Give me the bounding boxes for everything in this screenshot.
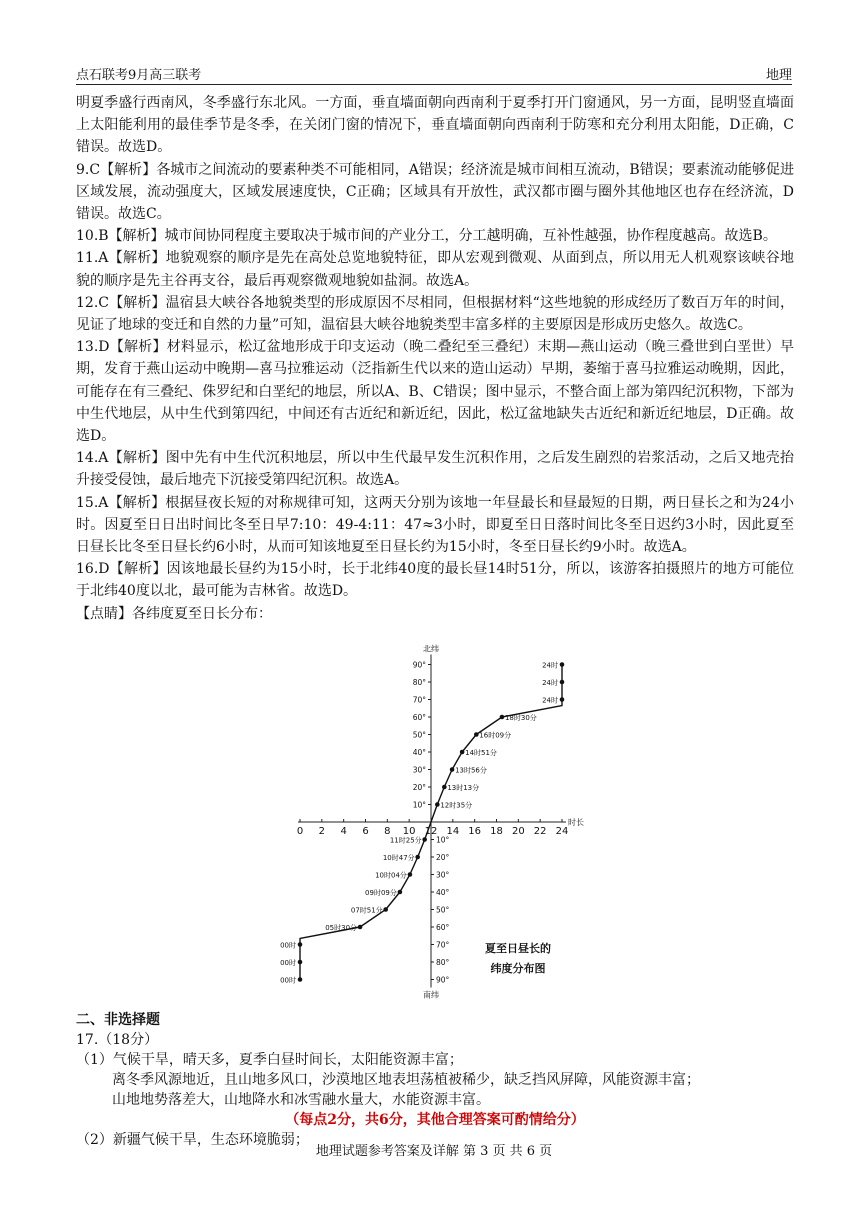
answer-body	[76, 92, 794, 625]
data-point	[358, 925, 363, 930]
y-tick-label: 20°	[436, 853, 450, 862]
x-axis-unit-label: 时长	[568, 818, 584, 827]
y-tick-label: 30°	[436, 870, 450, 880]
x-tick-label: 18	[490, 826, 503, 837]
x-tick-label: 6	[362, 826, 369, 837]
paragraph: 11.A【解析】地貌观察的顺序是先在高处总览地貌特征，即从宏观到微观、从面到点，所以用无人机观察该峡谷地貌的顺序是先主谷再支谷，最后再观察微观地貌如盐洞。故选A。	[76, 250, 794, 289]
data-point	[450, 767, 455, 772]
y-tick-label: 50°	[412, 730, 426, 740]
data-point	[460, 750, 465, 755]
data-label: 10时47分	[382, 854, 415, 862]
paragraph: 明夏季盛行西南风，冬季盛行东北风。一方面，垂直墙面朝向西南利于夏季打开门窗通风，另一方面，昆明竖直墙面上太阳能利用的最佳季节是冬季，在关闭门窗的情况下，垂直墙面朝向西南利于防寒和充分利用太阳能，D正确，C错误。故选D。	[76, 95, 794, 156]
data-point	[298, 960, 303, 965]
data-label: 24时	[542, 679, 558, 687]
data-point	[415, 855, 420, 860]
data-label: 14时51分	[465, 749, 497, 757]
y-tick-label: 20°	[412, 783, 426, 792]
x-tick-label: 16	[468, 826, 482, 837]
y-tick-label: 10°	[436, 835, 450, 845]
x-tick-label: 12	[424, 826, 438, 837]
y-tick-label: 60°	[412, 713, 426, 722]
paragraph: 12.C【解析】温宿县大峡谷各地貌类型的形成原因不尽相同，但根据材料“这些地貌的形成经历了数百万年的时间，见证了地球的变迁和自然的力量”可知，温宿县大峡谷地貌类型丰富多样的主要原因是形成历史悠久。故选C。	[76, 294, 794, 334]
y-tick-label: 40°	[436, 888, 450, 897]
paragraph: 15.A【解析】根据昼夜长短的对称规律可知，这两天分别为该地一年昼最长和昼最短的日期，两日昼长之和为24小时。因夏至日日出时间比冬至日早7:10：49-4:11：47≈3小时，即夏至日日落时间比冬至日迟约3小时，因此夏至日昼长比冬至日昼长约6小时，从而可知该地夏至日昼长约为15小时，冬至日昼长约9小时。故选A。	[76, 494, 794, 556]
y-tick-label: 70°	[436, 940, 450, 950]
data-label: 07时51分	[350, 906, 383, 915]
answer-line: （2）新疆气候干旱，生态环境脆弱；	[76, 1132, 309, 1148]
answer-line: （1）气候干旱，晴天多，夏季白昼时间长，太阳能资源丰富；	[76, 1052, 463, 1068]
paragraph: 10.B【解析】城市间协同程度主要取决于城市间的产业分工，分工越明确，互补性越强，协作程度越高。故选B。	[76, 228, 777, 245]
data-label: 12时35分	[440, 801, 473, 810]
data-point	[398, 890, 403, 895]
data-label: 11时25分	[389, 836, 422, 845]
subject-label: 地理	[765, 68, 792, 83]
x-tick-label: 8	[384, 826, 391, 837]
paragraph: 16.D【解析】因该地最长昼约为15小时，长于北纬40度的最长昼14时51分，所以，该游客拍摄照片的地方可能位于北纬40度以北，最可能为吉林省。故选D。	[76, 561, 794, 600]
y-tick-label: 60°	[436, 923, 450, 932]
data-point	[560, 662, 565, 667]
x-tick-label: 22	[533, 826, 547, 837]
paragraph: 【点睛】各纬度夏至日长分布：	[76, 605, 272, 622]
y-axis-top-label: 北纬	[423, 644, 439, 654]
answer-line: 山地地势落差大，山地降水和冰雪融水量大，水能资源丰富。	[112, 1092, 490, 1108]
data-point	[560, 680, 565, 685]
x-tick-label: 10	[402, 826, 416, 837]
daylength-latitude-chart	[270, 644, 610, 1000]
y-tick-label: 90°	[436, 975, 450, 985]
y-axis-bottom-label: 南纬	[423, 990, 439, 1000]
data-label: 00时	[280, 959, 296, 967]
data-label: 05时30分	[325, 924, 358, 932]
non-choice-section	[76, 1010, 794, 1150]
data-label: 13时56分	[455, 766, 487, 775]
scoring-note: （每点2分，共6分，其他合理答案可酌情给分）	[285, 1112, 585, 1128]
question-number: 17.（18分）	[76, 1032, 159, 1048]
data-point	[298, 942, 303, 947]
chart-title-line1: 夏至日昼长的	[485, 942, 551, 955]
x-tick-label: 24	[555, 826, 569, 837]
y-tick-label: 30°	[412, 765, 426, 775]
data-point	[383, 907, 388, 912]
x-tick-label: 2	[318, 826, 326, 837]
paragraph: 14.A【解析】图中先有中生代沉积地层，所以中生代最早发生沉积作用，之后发生剧烈的岩浆活动，之后又地壳抬升接受侵蚀，最后地壳下沉接受第四纪沉积。故选A。	[76, 450, 794, 489]
data-label: 13时13分	[447, 784, 480, 792]
y-tick-label: 40°	[412, 748, 426, 757]
data-label: 24时	[542, 696, 558, 705]
y-tick-label: 80°	[436, 958, 450, 967]
y-tick-label: 80°	[412, 678, 426, 687]
data-point	[560, 697, 565, 702]
x-tick-label: 14	[446, 826, 460, 837]
y-tick-label: 90°	[412, 660, 426, 670]
data-point	[435, 802, 440, 807]
y-tick-label: 50°	[436, 905, 450, 915]
data-label: 24时	[542, 661, 558, 670]
answer-line: 离冬季风源地近，且山地多风口，沙漠地区地表坦荡植被稀少，缺乏挡风屏障，风能资源丰富；	[112, 1072, 700, 1088]
data-point	[298, 977, 303, 982]
data-point	[442, 785, 447, 790]
x-tick-label: 20	[511, 826, 525, 837]
data-label: 16时09分	[479, 731, 512, 740]
data-label: 09时09分	[365, 889, 397, 897]
chart-title-line2: 纬度分布图	[490, 962, 546, 975]
x-tick-label: 4	[340, 826, 347, 837]
page-footer: 地理试题参考答案及详解 第 3 页 共 6 页	[315, 1144, 553, 1159]
section-heading: 二、非选择题	[76, 1012, 160, 1028]
y-tick-label: 10°	[412, 800, 426, 810]
y-tick-label: 70°	[412, 695, 426, 705]
paragraph: 13.D【解析】材料显示，松辽盆地形成于印支运动（晚二叠纪至三叠纪）末期—燕山运动（晚三叠世到白垩世）早期，发育于燕山运动中晚期—喜马拉雅运动（泛指新生代以来的造山运动）早期，萎缩于喜马拉雅运动晚期，因此，可能存在有三叠纪、侏罗纪和白垩纪的地层，所以A、B、C错误；图中显示，不整合面上部为第四纪沉积物，下部为中生代地层，从中生代到第四纪，中间还有古近纪和新近纪，因此，松辽盆地缺失古近纪和新近纪地层，D正确。故选D。	[76, 339, 794, 445]
paragraph: 9.C【解析】各城市之间流动的要素种类不可能相同，A错误；经济流是城市间相互流动，B错误；要素流动能够促进区域发展，流动强度大，区域发展速度快，C正确；区域具有开放性，武汉都市圈与圈外其他地区也存在经济流，D错误。故选C。	[76, 161, 794, 223]
data-label: 00时	[280, 941, 296, 950]
data-label: 00时	[280, 976, 296, 985]
data-label: 18时30分	[504, 714, 537, 722]
x-tick-label: 0	[296, 826, 304, 837]
data-point	[500, 715, 505, 720]
page-header	[76, 62, 792, 85]
data-point	[408, 872, 413, 877]
data-point	[474, 732, 479, 737]
data-label: 10时04分	[375, 871, 407, 880]
data-point	[422, 837, 427, 842]
exam-title: 点石联考9月高三联考	[76, 68, 202, 83]
